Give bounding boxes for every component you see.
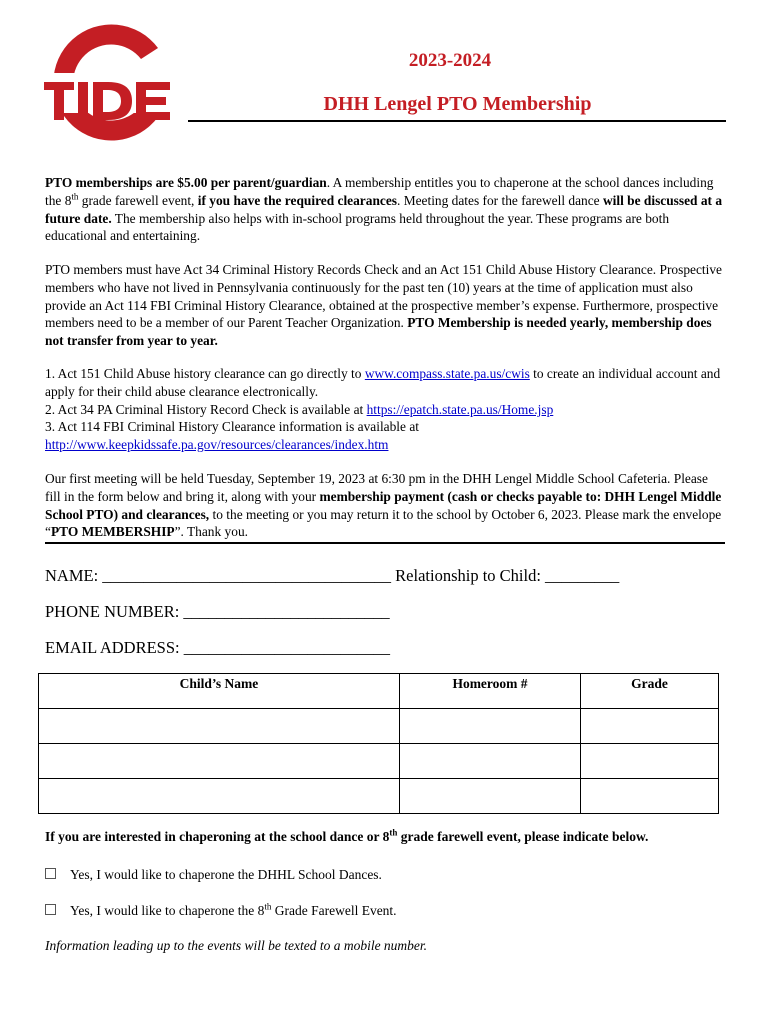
chaperone-question-2: grade farewell event, please indicate below. — [397, 829, 649, 844]
act151-text-2: to create an individual account and apply for their child abuse clearance electronically. — [45, 366, 721, 399]
thank-you-text: ”. Thank you. — [174, 524, 248, 540]
children-table — [38, 673, 719, 814]
farewell-option-label-2: Grade Farewell Event. — [271, 903, 397, 918]
child-name-cell[interactable] — [39, 779, 400, 814]
header-rule — [188, 120, 726, 122]
header-year: 2023-2024 — [408, 50, 492, 71]
clearance-links-list — [45, 365, 725, 454]
chaperone-question-1: If you are interested in chaperoning at the school dance or 8 — [45, 829, 390, 844]
superscript-th: th — [264, 901, 272, 912]
chaperone-question — [45, 829, 745, 845]
table-header-row — [39, 674, 719, 709]
table-row — [39, 779, 719, 814]
grade-cell[interactable] — [581, 779, 719, 814]
col-child-name: Child’s Name — [39, 674, 400, 709]
farewell-option-label-1: Yes, I would like to chaperone the 8 — [70, 903, 265, 918]
dance-option-label: Yes, I would like to chaperone the DHHL School Dances. — [70, 867, 382, 882]
envelope-label: PTO MEMBERSHIP — [50, 524, 175, 540]
mobile-note: Information leading up to the events will be texted to a mobile number. — [45, 938, 428, 953]
price-text: PTO memberships are $5.00 per parent/guardian — [45, 175, 327, 190]
grade-cell[interactable] — [581, 709, 719, 744]
dance-chaperone-option[interactable] — [45, 867, 382, 883]
section-rule — [45, 542, 725, 544]
membership-intro-paragraph — [45, 174, 725, 245]
meeting-text-2: to the meeting or you may return it to the school by October 6, 2023. Please mark the envelope “ — [45, 506, 722, 540]
header-title: DHH Lengel PTO Membership — [323, 93, 592, 115]
checkbox[interactable] — [45, 868, 56, 879]
table-row — [39, 709, 719, 744]
clearance-paragraph — [45, 261, 725, 350]
homeroom-cell[interactable] — [400, 744, 581, 779]
homeroom-cell[interactable] — [400, 709, 581, 744]
name-field[interactable]: NAME: ___________________________________ Relationship to Child: _________ — [45, 566, 620, 585]
farewell-chaperone-option[interactable] — [45, 903, 397, 919]
phone-field[interactable]: PHONE NUMBER: _________________________ — [45, 602, 390, 621]
yearly-membership-text: PTO Membership is needed yearly, membership does not transfer from year to year. — [45, 315, 712, 349]
intro-text-1: . A membership entitles you to chaperone at the school dances including the 8 — [45, 175, 714, 208]
clearance-requirement: if you have the required clearances — [197, 192, 397, 208]
col-homeroom: Homeroom # — [400, 674, 581, 709]
intro-text-4: The membership also helps with in-school programs held throughout the year. These programs are both educational and entertaining. — [45, 210, 670, 244]
act34-text: 2. Act 34 PA Criminal History Record Check is available at — [45, 401, 367, 417]
act151-text: 1. Act 151 Child Abuse history clearance can go directly to — [45, 366, 365, 381]
clearance-text: PTO members must have Act 34 Criminal History Records Check and an Act 151 Child Abuse History Clearance. Prospective members who have not lived in Pennsylvania continuously for the past ten (10) years at the time of application must also provide an Act 114 FBI Criminal History Clearance, obtained at the prospective member’s expense. Furthermore, prospective members need to be a member of our Parent Teacher Organization. — [45, 262, 722, 331]
table-row — [39, 744, 719, 779]
superscript-th: th — [389, 827, 398, 838]
compass-link[interactable]: www.compass.state.pa.us/cwis — [364, 366, 530, 381]
epatch-link[interactable]: https://epatch.state.pa.us/Home.jsp — [366, 401, 554, 417]
homeroom-cell[interactable] — [400, 779, 581, 814]
col-grade: Grade — [581, 674, 719, 709]
child-name-cell[interactable] — [39, 709, 400, 744]
payment-text: membership payment (cash or checks payable to: DHH Lengel Middle School PTO) and clearances, — [45, 488, 722, 522]
keepkidssafe-link[interactable]: http://www.keepkidssafe.pa.gov/resources/clearances/index.htm — [45, 437, 389, 453]
child-name-cell[interactable] — [39, 744, 400, 779]
email-field[interactable]: EMAIL ADDRESS: _________________________ — [45, 638, 390, 657]
superscript-th: th — [71, 191, 79, 202]
grade-cell[interactable] — [581, 744, 719, 779]
future-date-text: will be discussed at a future date. — [45, 192, 723, 226]
checkbox[interactable] — [45, 904, 56, 915]
meeting-paragraph — [45, 470, 725, 541]
meeting-text-1: Our first meeting will be held Tuesday, September 19, 2023 at 6:30 pm in the DHH Lengel Middle School Cafeteria. Please fill in the form below and bring it, along with your — [45, 471, 708, 504]
intro-text-2: grade farewell event, — [78, 192, 198, 208]
tide-logo — [40, 20, 185, 145]
act114-text: 3. Act 114 FBI Criminal History Clearance information is available at — [45, 419, 419, 435]
intro-text-3: . Meeting dates for the farewell dance — [397, 192, 603, 208]
